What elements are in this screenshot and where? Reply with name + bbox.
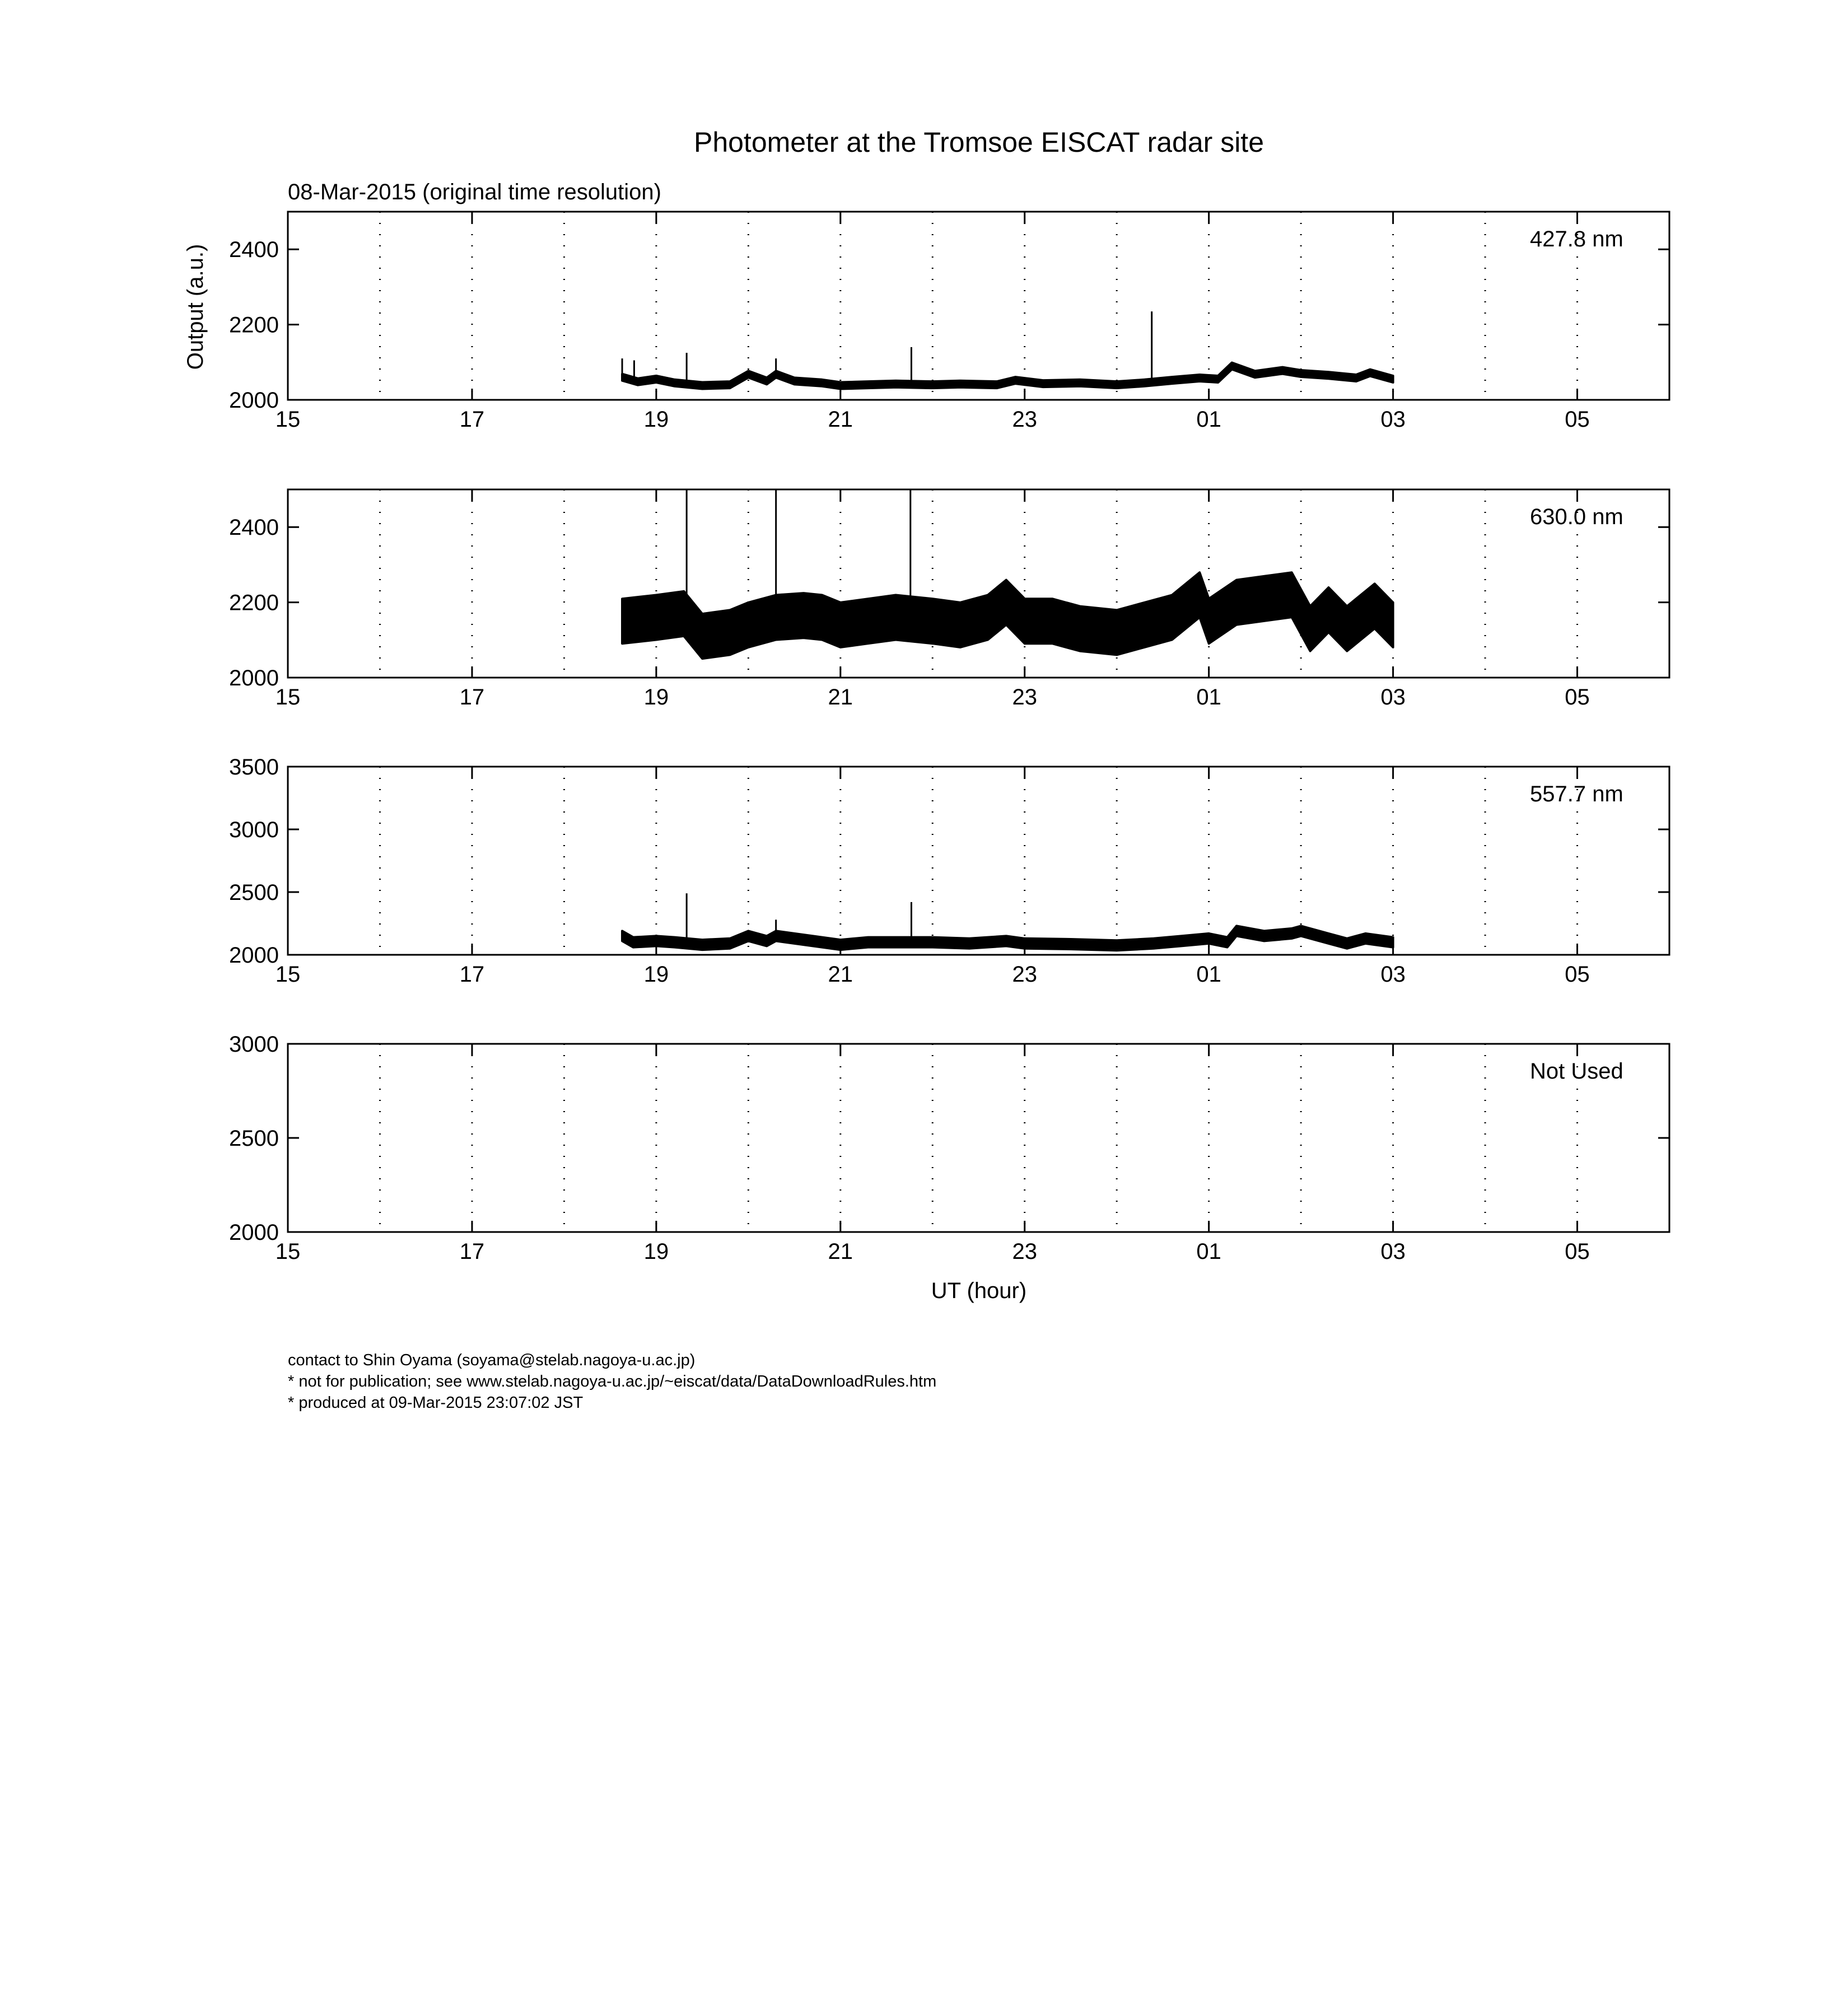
x-tick-label: 01: [1196, 962, 1221, 987]
x-tick-label: 19: [643, 962, 669, 987]
footer-contact: contact to Shin Oyama (soyama@stelab.nagoya-u.ac.jp): [288, 1351, 696, 1369]
x-tick-label: 23: [1012, 962, 1037, 987]
x-tick-label: 15: [275, 407, 301, 432]
x-tick-label: 15: [275, 1239, 301, 1264]
x-tick-label: 01: [1196, 685, 1221, 710]
series-band: [622, 926, 1393, 950]
panel-4: [229, 1032, 1669, 1264]
x-tick-label: 03: [1380, 962, 1406, 987]
panel-2: [229, 489, 1669, 710]
chart-title: Photometer at the Tromsoe EISCAT radar site: [693, 127, 1264, 158]
y-tick-label: 2500: [229, 880, 279, 905]
x-axis-label: UT (hour): [931, 1278, 1027, 1303]
series-label: 630.0 nm: [1530, 505, 1623, 529]
x-tick-label: 03: [1380, 407, 1406, 432]
x-tick-label: 21: [828, 685, 853, 710]
y-tick-label: 3000: [229, 818, 279, 842]
x-tick-label: 23: [1012, 1239, 1037, 1264]
x-tick-label: 21: [828, 1239, 853, 1264]
y-tick-label: 3500: [229, 755, 279, 780]
x-tick-label: 19: [643, 685, 669, 710]
x-tick-label: 17: [459, 962, 485, 987]
y-tick-label: 2200: [229, 312, 279, 338]
series-label: Not Used: [1530, 1059, 1623, 1084]
x-tick-label: 05: [1565, 1239, 1590, 1264]
x-tick-label: 17: [459, 407, 485, 432]
panel-1: [229, 212, 1669, 432]
panel-3: [229, 755, 1669, 987]
x-tick-label: 23: [1012, 407, 1037, 432]
x-tick-label: 19: [643, 1239, 669, 1264]
chart-subtitle: 08-Mar-2015 (original time resolution): [288, 180, 661, 204]
y-tick-label: 2000: [229, 943, 279, 968]
plot-frame: [288, 767, 1669, 955]
footer-note: * not for publication; see www.stelab.nagoya-u.ac.jp/~eiscat/data/DataDownloadRules.htm: [288, 1373, 937, 1390]
x-tick-label: 05: [1565, 962, 1590, 987]
y-tick-label: 2000: [229, 666, 279, 690]
x-tick-label: 05: [1565, 685, 1590, 710]
x-tick-label: 15: [275, 962, 301, 987]
series-band: [622, 572, 1393, 659]
y-axis-label: Output (a.u.): [183, 244, 208, 370]
y-tick-label: 2400: [229, 237, 279, 263]
plot-frame: [288, 489, 1669, 678]
x-tick-label: 23: [1012, 685, 1037, 710]
footer-produced: * produced at 09-Mar-2015 23:07:02 JST: [288, 1394, 584, 1412]
footer: [288, 1350, 936, 1413]
x-tick-label: 01: [1196, 407, 1221, 432]
y-tick-label: 2200: [229, 590, 279, 615]
chart-panels: [229, 212, 1669, 1264]
x-tick-label: 21: [828, 962, 853, 987]
series-label: 427.8 nm: [1530, 227, 1623, 251]
x-tick-label: 15: [275, 685, 301, 710]
x-tick-label: 21: [828, 407, 853, 432]
x-tick-label: 01: [1196, 1239, 1221, 1264]
x-tick-label: 17: [459, 685, 485, 710]
y-tick-label: 3000: [229, 1032, 279, 1057]
x-tick-label: 05: [1565, 407, 1590, 432]
y-tick-label: 2000: [229, 1220, 279, 1245]
y-tick-label: 2000: [229, 388, 279, 413]
series-band: [622, 363, 1393, 389]
x-tick-label: 19: [643, 407, 669, 432]
series-label: 557.7 nm: [1530, 782, 1623, 806]
x-tick-label: 17: [459, 1239, 485, 1264]
y-tick-label: 2400: [229, 515, 279, 540]
y-tick-label: 2500: [229, 1126, 279, 1151]
plot-frame: [288, 212, 1669, 400]
x-tick-label: 03: [1380, 685, 1406, 710]
x-tick-label: 03: [1380, 1239, 1406, 1264]
plot-frame: [288, 1044, 1669, 1232]
